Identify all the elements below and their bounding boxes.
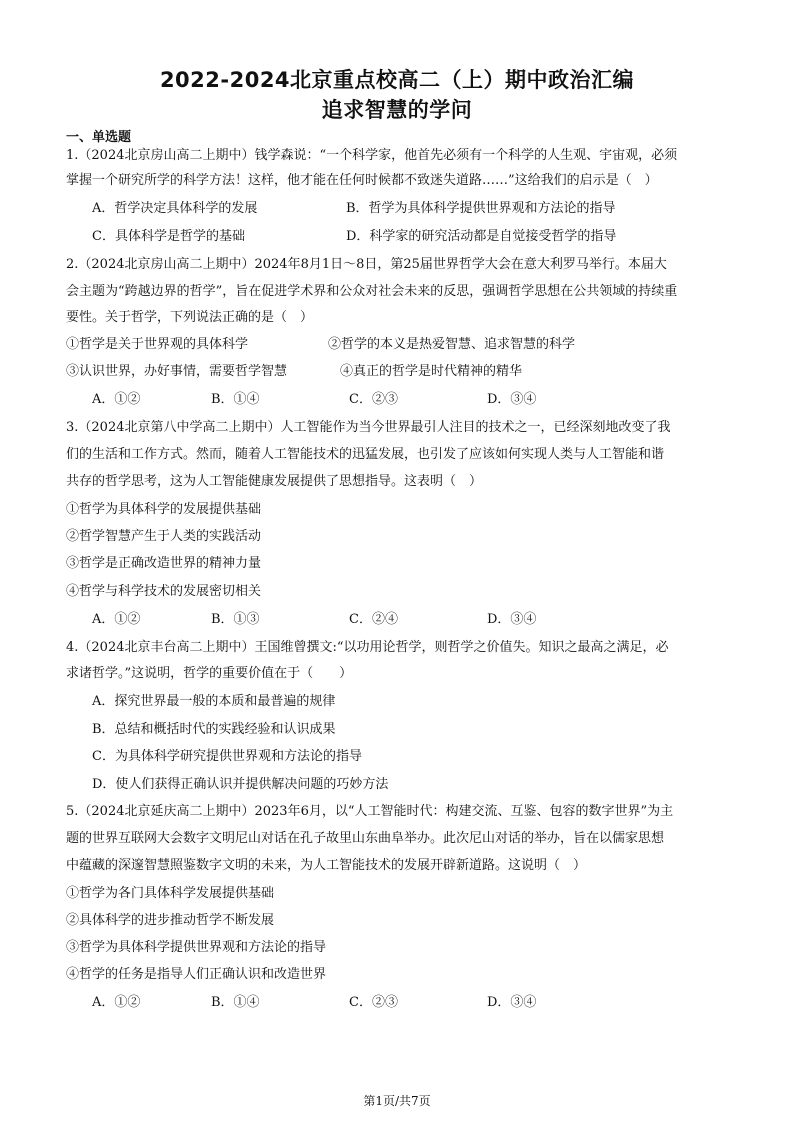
option-d: D．使人们获得正确认识并提供解决问题的巧妙方法 [92,777,389,792]
option-d: D．科学家的研究活动都是自觉接受哲学的指导 [346,229,617,244]
question-text: 会主题为“跨越边界的哲学”，旨在促进学术界和公众对社会未来的反思，强调哲学思想在公共领域的持续重 [66,284,678,299]
section-heading: 一、单选题 [66,130,132,145]
option-c: C．②④ [349,612,398,627]
option-a: A．①② [92,612,141,627]
page-title: 2022-2024北京重点校高二（上）期中政治汇编 [159,68,635,92]
statement-1: ①哲学是关于世界观的具体科学 [66,337,249,352]
option-d: D．③④ [487,612,537,627]
question-text: 3.（2024北京第八中学高二上期中）人工智能作为当今世界最引人注目的技术之一，已经深刻地改变了我 [66,420,671,435]
page-subtitle: 追求智慧的学问 [321,98,473,122]
statement-4: ④哲学的任务是指导人们正确认识和改造世界 [66,967,327,982]
statement-1: ①哲学为具体科学的发展提供基础 [66,502,262,517]
option-a: A．①② [92,392,141,407]
option-b: B．①④ [211,995,260,1010]
option-c: C．②③ [349,995,398,1010]
option-c: C．为具体科学研究提供世界观和方法论的指导 [92,749,362,764]
question-text: 4.（2024北京丰台高二上期中）王国维曾撰文:“以功用论哲学，则哲学之价值失。知识之最高之满足，必 [66,640,669,655]
question-text: 共存的哲学思考，这为人工智能健康发展提供了思想指导。这表明（ ） [66,474,483,489]
statement-4: ④真正的哲学是时代精神的精华 [340,364,523,379]
page-number: 第1页/共7页 [363,1094,431,1108]
question-text: 1.（2024北京房山高二上期中）钱学森说：“一个科学家，他首先必须有一个科学的人生观、宇宙观，必须 [66,148,678,163]
option-a: A．哲学决定具体科学的发展 [92,201,258,216]
statement-3: ③哲学是正确改造世界的精神力量 [66,556,262,571]
statement-2: ②哲学的本义是热爱智慧、追求智慧的科学 [328,337,576,352]
statement-4: ④哲学与科学技术的发展密切相关 [66,584,262,599]
option-d: D．③④ [487,392,537,407]
statement-1: ①哲学为各门具体科学发展提供基础 [66,886,275,901]
option-b: B．①④ [211,392,260,407]
question-text: 要性。关于哲学，下列说法正确的是（ ） [66,310,314,325]
option-c: C．②③ [349,392,398,407]
question-text: 中蕴藏的深邃智慧照鉴数字文明的未来，为人工智能技术的发展开辟新道路。这说明（ ） [66,858,587,873]
statement-3: ③哲学为具体科学提供世界观和方法论的指导 [66,940,327,955]
question-text: 求诸哲学。”这说明，哲学的重要价值在于（ ） [66,666,353,681]
option-b: B．①③ [211,612,260,627]
option-c: C．具体科学是哲学的基础 [92,229,245,244]
question-text: 2.（2024北京房山高二上期中）2024年8月1日～8日，第25届世界哲学大会在意大利罗马举行。本届大 [66,257,667,272]
option-a: A．①② [92,995,141,1010]
option-b: B．哲学为具体科学提供世界观和方法论的指导 [346,201,616,216]
question-text: 掌握一个研究所学的科学方法！这样，他才能在任何时候都不致迷失道路……”这给我们的启示是（ ） [66,173,658,188]
question-text: 5.（2024北京延庆高二上期中）2023年6月，以“人工智能时代：构建交流、互鉴、包容的数字世界”为主 [66,804,674,819]
option-b: B．总结和概括时代的实践经验和认识成果 [92,722,336,737]
statement-2: ②具体科学的进步推动哲学不断发展 [66,913,275,928]
statement-2: ②哲学智慧产生于人类的实践活动 [66,529,262,544]
question-text: 题的世界互联网大会数字文明尼山对话在孔子故里山东曲阜举办。此次尼山对话的举办，旨在以儒家思想 [66,831,665,846]
option-a: A．探究世界最一般的本质和最普遍的规律 [92,694,336,709]
option-d: D．③④ [487,995,537,1010]
question-text: 们的生活和工作方式。然而，随着人工智能技术的迅猛发展，也引发了应该如何实现人类与人工智能和谐 [66,447,665,462]
statement-3: ③认识世界，办好事情，需要哲学智慧 [66,364,288,379]
